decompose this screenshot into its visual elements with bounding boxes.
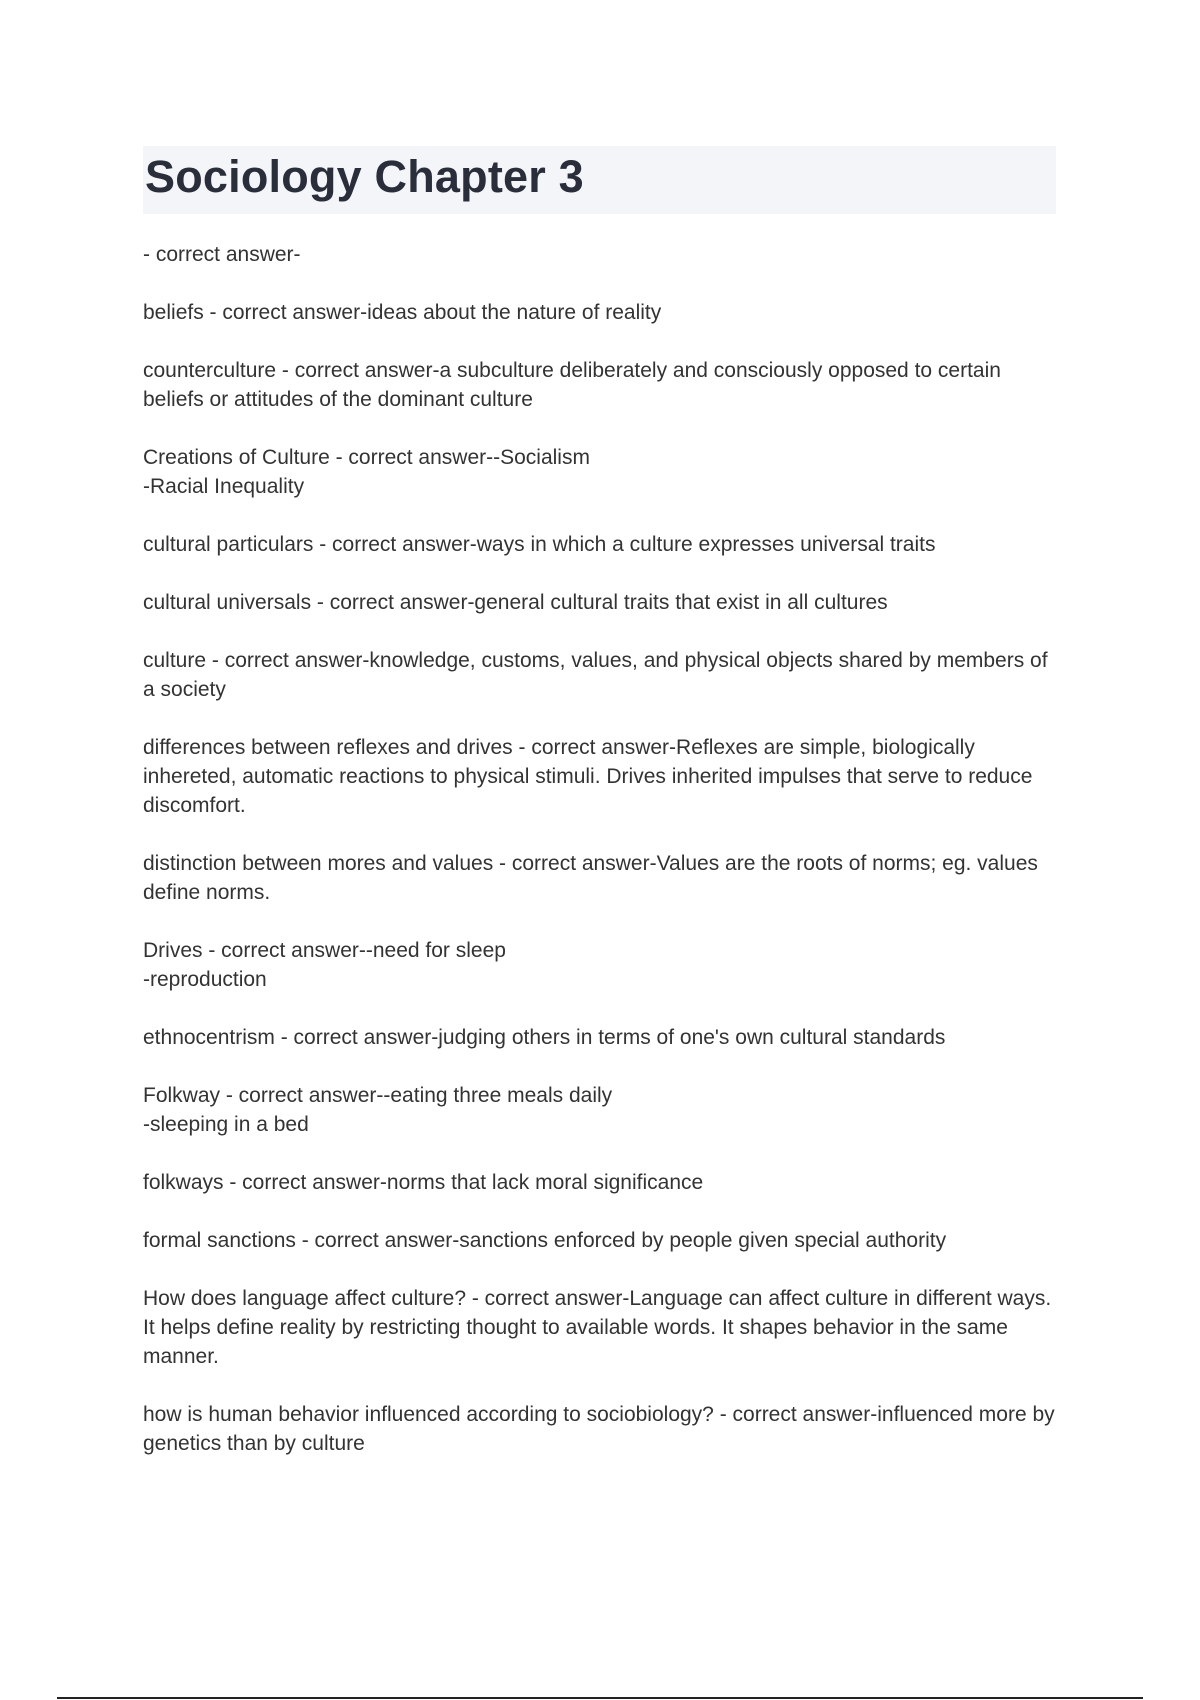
flashcard-entry: folkways - correct answer-norms that lack moral significance bbox=[143, 1171, 704, 1194]
flashcard-entry: - correct answer- bbox=[143, 243, 301, 266]
flashcard-entry: beliefs - correct answer-ideas about the nature of reality bbox=[143, 301, 662, 324]
footer-divider bbox=[57, 1697, 1143, 1699]
flashcard-entry: cultural particulars - correct answer-ways in which a culture expresses universal traits bbox=[143, 533, 936, 556]
flashcard-entry: ethnocentrism - correct answer-judging others in terms of one's own cultural standards bbox=[143, 1026, 946, 1049]
flashcard-entry: Folkway - correct answer--eating three meals daily -sleeping in a bed bbox=[143, 1084, 613, 1136]
flashcard-entry: culture - correct answer-knowledge, customs, values, and physical objects shared by members of a society bbox=[143, 649, 1048, 701]
flashcard-entry: distinction between mores and values - correct answer-Values are the roots of norms; eg. values define norms. bbox=[143, 852, 1038, 904]
flashcard-entry: formal sanctions - correct answer-sanctions enforced by people given special authority bbox=[143, 1229, 947, 1252]
flashcard-entry: differences between reflexes and drives - correct answer-Reflexes are simple, biologically inhereted, automatic reactions to physical stimuli. Drives inherited impulses that serve to reduce discomfort. bbox=[143, 736, 1033, 817]
flashcard-entry: Creations of Culture - correct answer--Socialism -Racial Inequality bbox=[143, 446, 590, 498]
page-title: Sociology Chapter 3 bbox=[145, 151, 584, 202]
title-banner bbox=[143, 146, 1056, 214]
flashcard-entry: cultural universals - correct answer-general cultural traits that exist in all cultures bbox=[143, 591, 888, 614]
flashcard-entry: How does language affect culture? - correct answer-Language can affect culture in different ways. It helps define reality by restricting thought to available words. It shapes behavior in the same manner. bbox=[143, 1287, 1052, 1368]
flashcard-entry: Drives - correct answer--need for sleep -reproduction bbox=[143, 939, 506, 991]
flashcard-entry: how is human behavior influenced according to sociobiology? - correct answer-influenced more by genetics than by culture bbox=[143, 1403, 1055, 1455]
flashcard-list bbox=[143, 240, 1063, 1487]
flashcard-entry: counterculture - correct answer-a subculture deliberately and consciously opposed to certain beliefs or attitudes of the dominant culture bbox=[143, 359, 1001, 411]
